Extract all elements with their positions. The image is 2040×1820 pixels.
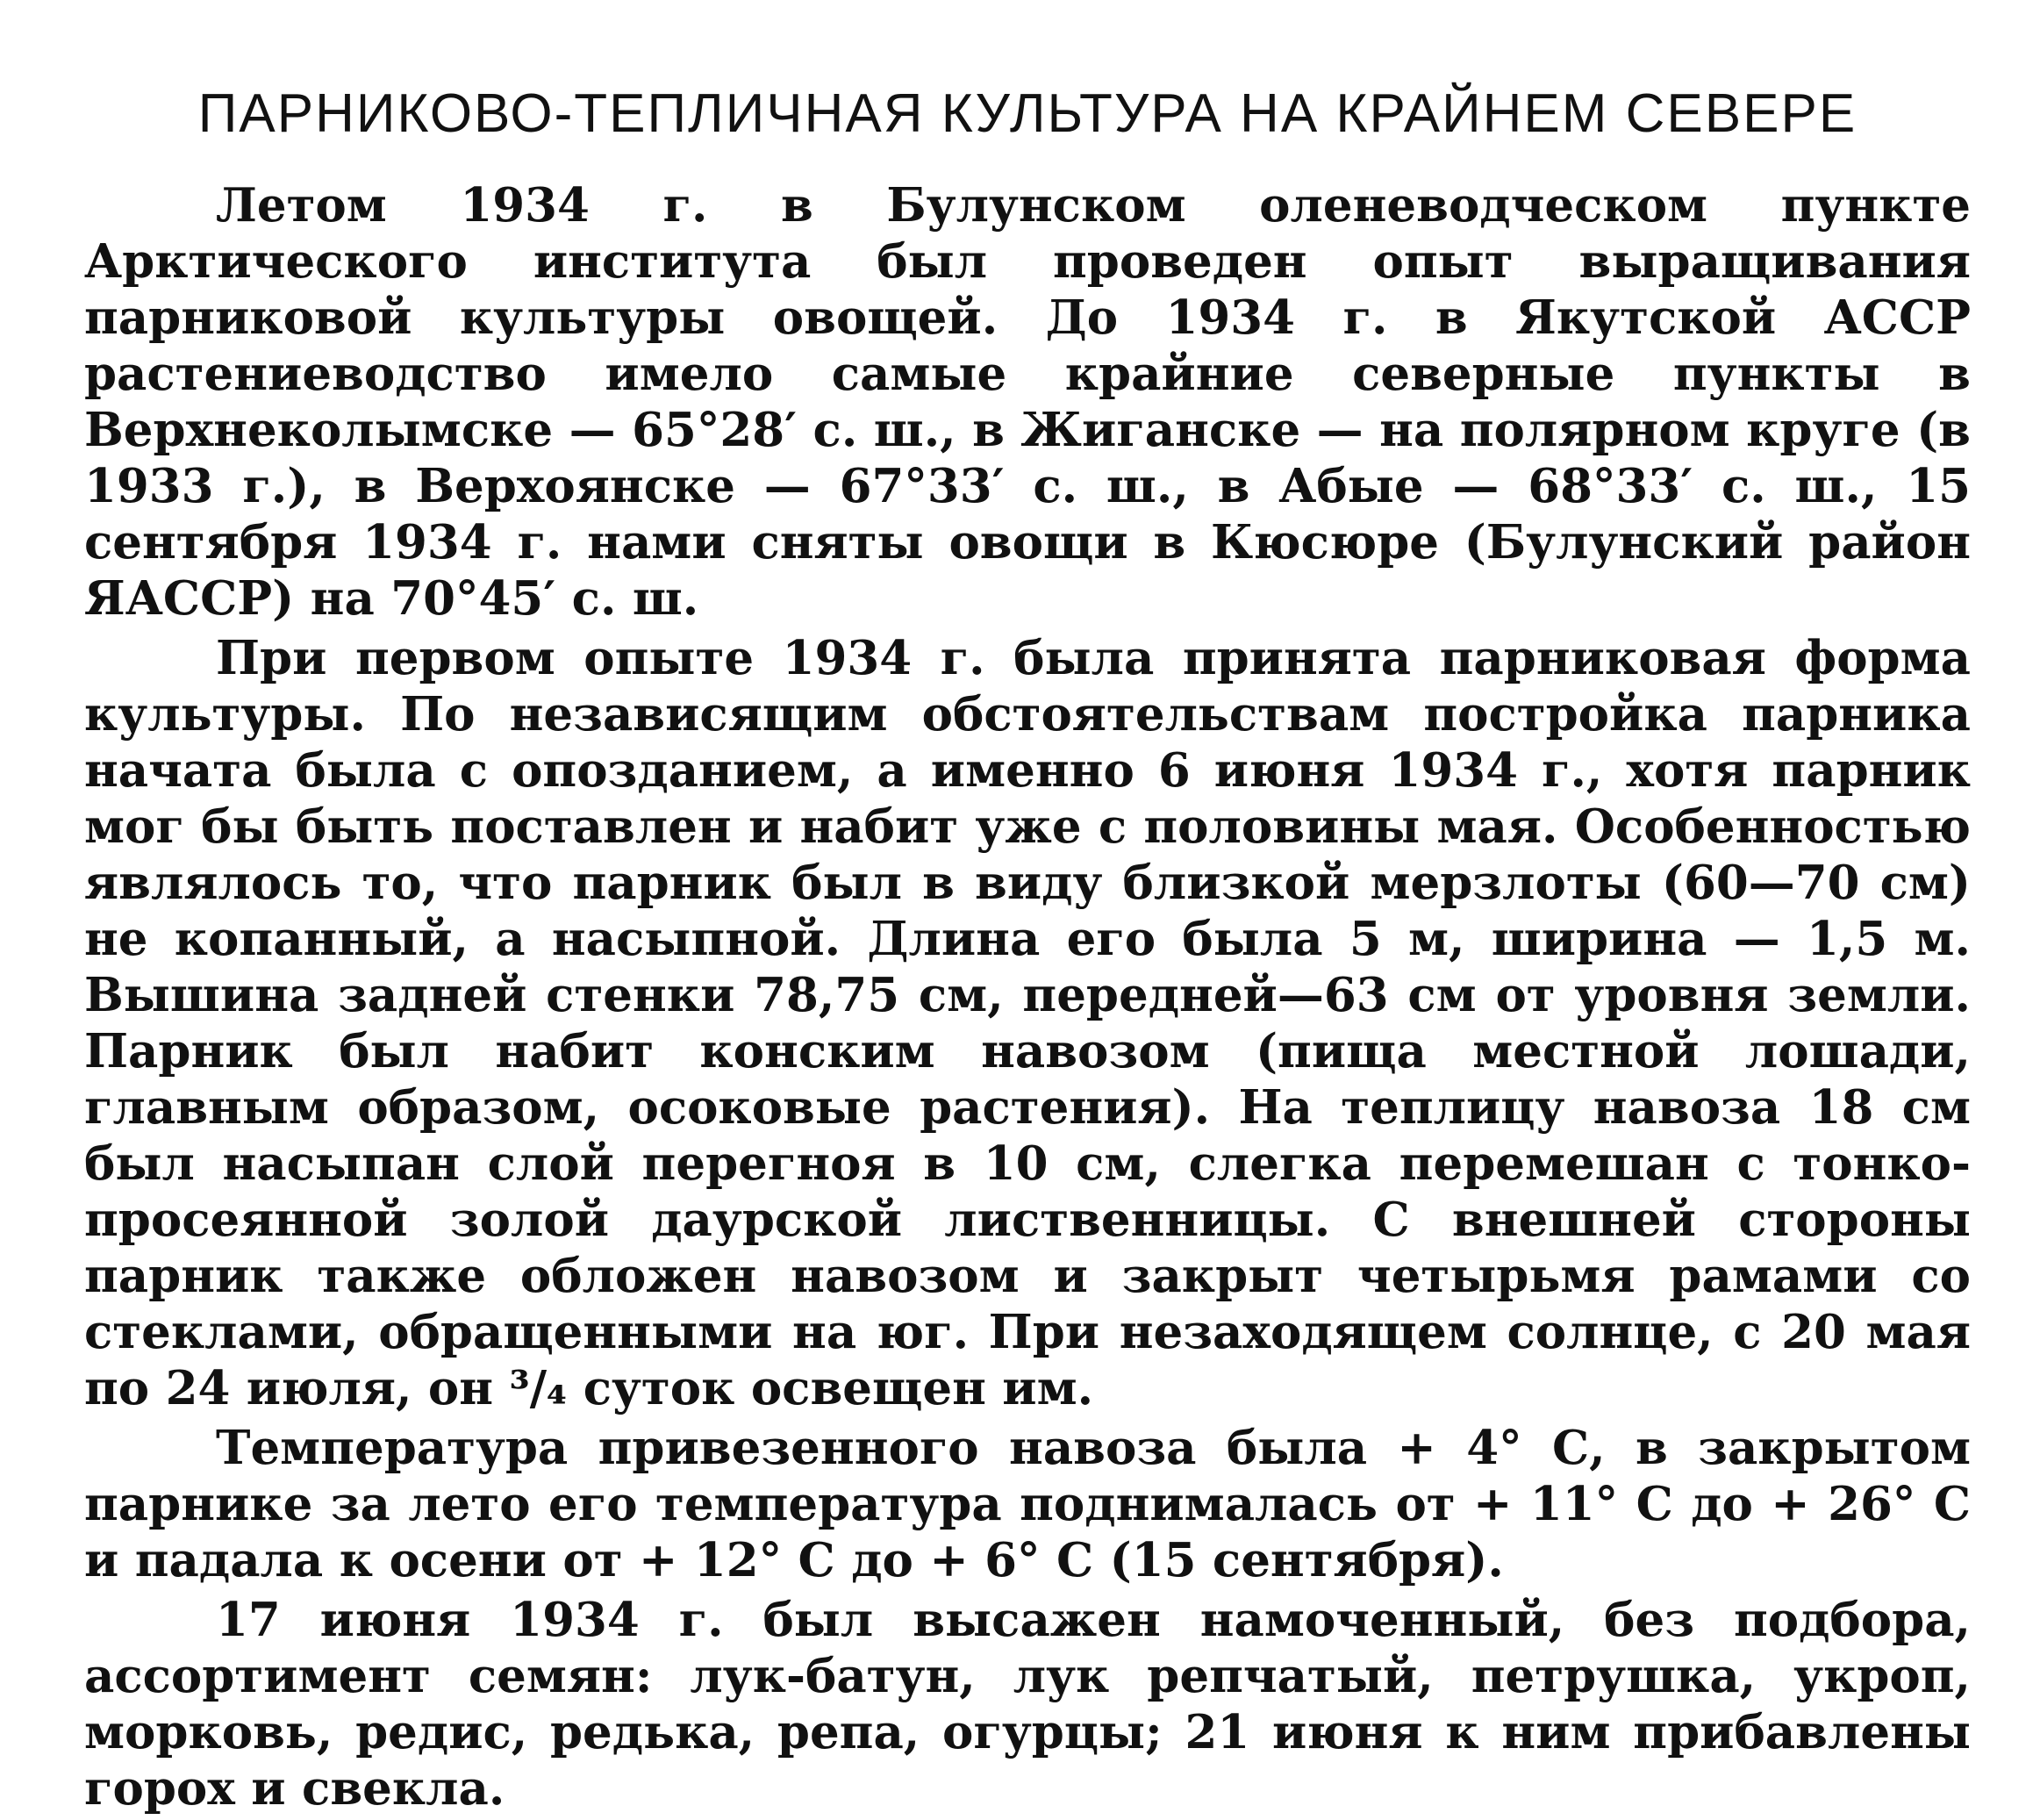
paragraph-1: Летом 1934 г. в Булунском оленеводческом пункте Арктического института был проведен опыт выращивания парниковой культуры овощей. До 1934 г. в Якутской АССР растениеводство имело самые крайние северные пункты в Верхнеколымске — 65°28′ с. ш., в Жиганске — на полярном круге (в 1933 г.), в Верхоянске — 67°33′ с. ш., в Абые — 68°33′ с. ш., 15 сентября 1934 г. нами сняты овощи в Кюсюре (Булунский район ЯАССР) на 70°45′ с. ш. xyxy=(84,178,1971,626)
paragraph-4: 17 июня 1934 г. был высажен намоченный, без подбора, ассортимент семян: лук-батун, лук репчатый, петрушка, укроп, морковь, редис, редька, репа, огурцы; 21 июня к ним прибавлены горох и свекла. xyxy=(84,1593,1971,1816)
article-title: ПАРНИКОВО-ТЕПЛИЧНАЯ КУЛЬТУРА НА КРАЙНЕМ СЕВЕРЕ xyxy=(197,83,1857,144)
document-page xyxy=(84,79,1971,1820)
paragraph-2: При первом опыте 1934 г. была принята парниковая форма культуры. По независящим обстоятельствам постройка парника начата была с опозданием, а именно 6 июня 1934 г., хотя парник мог бы быть поставлен и набит уже с половины мая. Особенностью являлось то, что парник был в виду близкой мерзлоты (60—70 см) не копанный, а насыпной. Длина его была 5 м, ширина — 1,5 м. Вышина задней стенки 78,75 см, передней—63 см от уровня земли. Парник был набит конским навозом (пища местной лошади, главным образом, осоковые растения). На теплицу навоза 18 см был насыпан слой перегноя в 10 см, слегка перемешан с тонко-просеянной золой даурской лиственницы. С внешней стороны парник также обложен навозом и закрыт четырьмя рамами со стеклами, обращенными на юг. При незаходящем солнце, с 20 мая по 24 июля, он ³/₄ суток освещен им. xyxy=(84,631,1971,1415)
paragraph-3: Температура привезенного навоза была + 4° С, в закрытом парнике за лето его температура поднималась от + 11° С до + 26° С и падала к осени от + 12° С до + 6° С (15 сентября). xyxy=(84,1421,1971,1587)
